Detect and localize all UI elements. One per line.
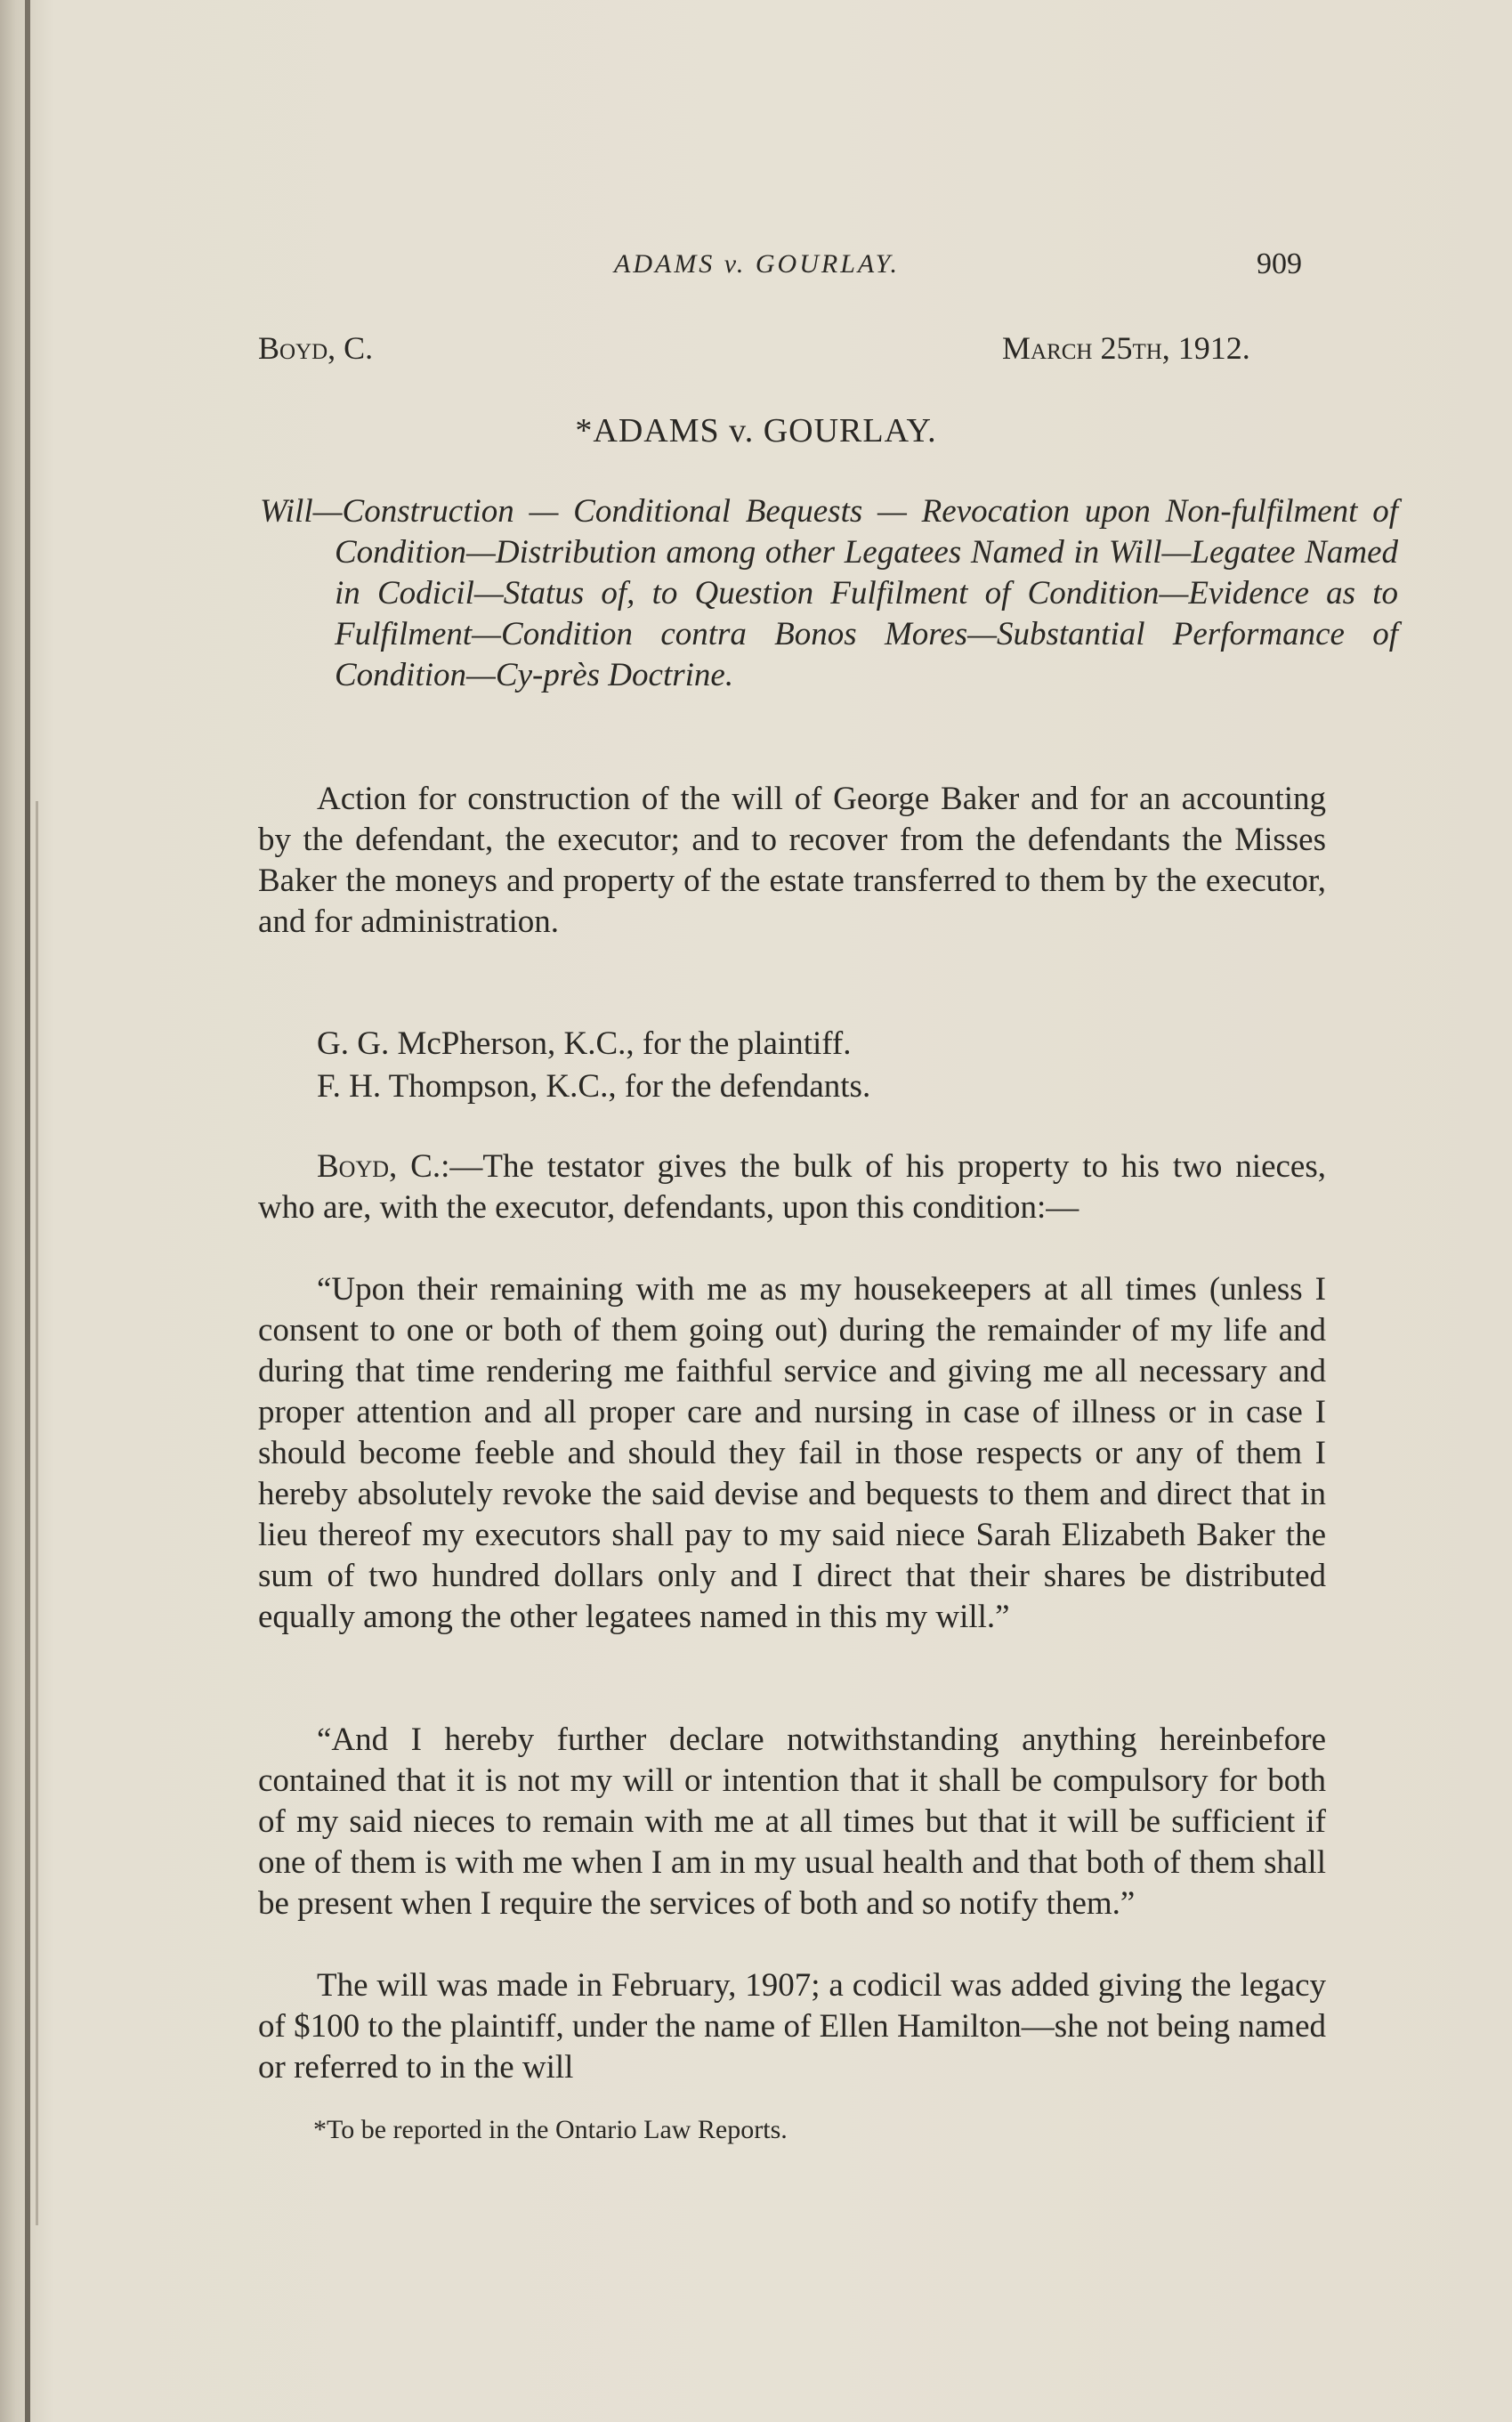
will-history-paragraph: The will was made in February, 1907; a codicil was added giving the legacy of $100 to the plaintiff, under the name of Ellen Hamilton—she not being named or referred to in the will — [258, 1967, 1326, 2086]
judge-name: Boyd, C. — [258, 330, 374, 366]
judge-date-line — [0, 329, 1512, 374]
will-quote-declaration: “And I hereby further declare notwithstanding anything hereinbefore contained that it is not my will or intention that it shall be compulsory for both of my said nieces to remain with me at all times but that it will be sufficient if one of them is with me when I am in my usual health and that both of them shall be present when I require the services of both and so notify them.” — [258, 1721, 1326, 1922]
case-title: *ADAMS v. GOURLAY. — [575, 412, 937, 450]
will-quote-condition: “Upon their remaining with me as my housekeepers at all times (unless I consent to one or both of them going out) during the remainder of my life and during that time rendering me faithful service and giving me all necessary and proper attention and all proper care and nursing in case of illness or in case I should become feeble and should they fail in those respects or any of them I hereby absolutely revoke the said devise and bequests to them and direct that in lieu thereof my executors shall pay to my said niece Sarah Elizabeth Baker the sum of two hundred dollars only and I direct that their shares be distributed equally among the other legatees named in this my will.” — [258, 1271, 1326, 1635]
action-paragraph: Action for construction of the will of George Baker and for an accounting by the defendant, the executor; and to recover from the defendants the Misses Baker the moneys and property of the estate transferred to them by the executor, and for administration. — [258, 781, 1326, 940]
decision-date: March 25th, 1912. — [1002, 330, 1250, 366]
judgment-opening — [258, 1146, 1326, 1228]
judgment-speaker: Boyd, C. — [317, 1148, 441, 1185]
running-head-title: ADAMS v. GOURLAY. — [614, 249, 900, 279]
counsel-defendants: F. H. Thompson, K.C., for the defendants. — [317, 1068, 871, 1105]
judgment-opening-text: :—The testator gives the bulk of his property to his two nieces, who are, with the executor, defendants, upon this condition:— — [258, 1148, 1327, 1226]
binding-crease — [36, 801, 38, 2225]
footnote: *To be reported in the Ontario Law Reports. — [313, 2115, 788, 2144]
page-number: 909 — [1257, 247, 1302, 280]
counsel-plaintiff: G. G. McPherson, K.C., for the plaintiff. — [317, 1025, 852, 1062]
running-head — [0, 249, 1512, 285]
headnote: Will—Construction — Conditional Bequests — Revocation upon Non-fulfilment of Condition—Distribution among other Legatees Named in Will—Legatee Named in Codicil—Status of, to Question Fulfilment of Condition—Evidence as to Fulfilment—Condition contra Bonos Mores—Substantial Performance of Condition—Cy-près Doctrine. — [260, 493, 1398, 693]
